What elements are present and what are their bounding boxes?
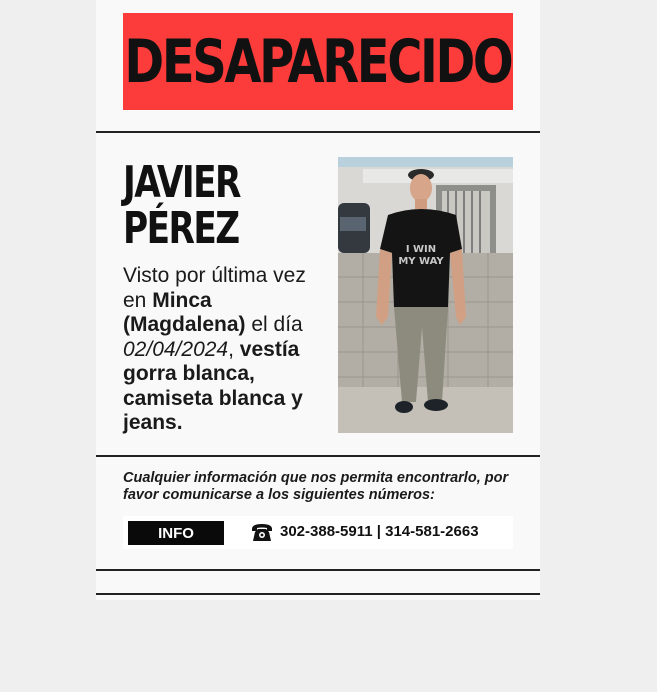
divider-top <box>96 131 540 133</box>
telephone-icon <box>250 521 274 543</box>
desc-clothing: vestía gorra blanca, camiseta blanca y jeans. <box>123 337 303 434</box>
desc-part-3: , <box>228 337 234 361</box>
missing-person-poster <box>96 0 540 600</box>
divider-bottom <box>96 593 540 595</box>
desc-part-1: Visto por última vez en <box>123 264 306 312</box>
divider-lower <box>96 569 540 571</box>
divider-middle <box>96 455 540 457</box>
name-last: PÉREZ <box>123 203 239 254</box>
svg-text:MY WAY: MY WAY <box>398 256 444 267</box>
description-text <box>123 264 323 436</box>
desc-date: 02/04/2024 <box>123 337 229 361</box>
photo-illustration <box>338 157 513 433</box>
desc-place: Minca (Magdalena) <box>123 288 246 336</box>
contact-bar <box>123 516 513 549</box>
banner-title: DESAPARECIDO <box>124 26 512 97</box>
desc-part-2: el día <box>245 313 303 336</box>
info-label: INFO <box>128 521 224 545</box>
person-name <box>123 157 279 254</box>
svg-text:I WIN: I WIN <box>405 244 437 255</box>
contact-message: Cualquier información que nos permita encontrarlo, por favor comunicarse a los siguientes números: <box>123 470 509 503</box>
name-first: JAVIER <box>123 157 240 208</box>
phone-numbers: 302-388-5911 | 314-581-2663 <box>280 523 479 540</box>
person-photo <box>338 157 513 433</box>
desaparecido-banner <box>123 13 513 110</box>
